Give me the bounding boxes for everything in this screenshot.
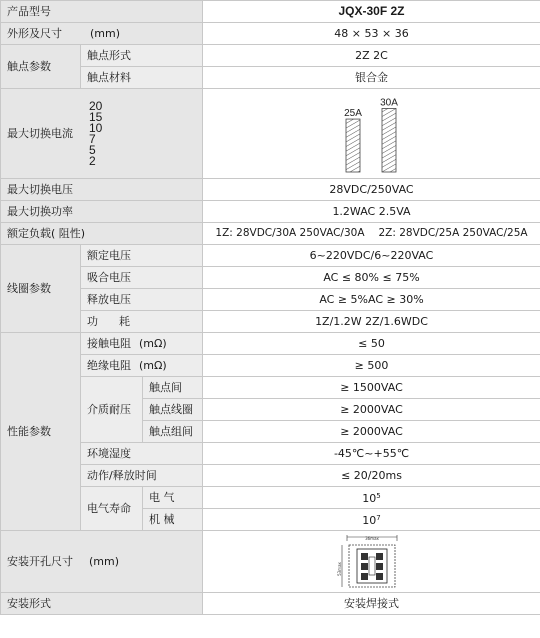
life-mechanical-exp: 7 [376,514,381,522]
perf-row-insulation [1,355,540,377]
contact-material-label: 触点材料 [81,67,203,89]
dielectric-label: 介质耐压 [81,377,143,443]
coil-power-label: 功 耗 [81,311,203,333]
max-power-label: 最大切换功率 [1,201,203,223]
current-scale-label: 2 [89,153,96,168]
dimensions-label: 外形及尺寸 [7,27,62,40]
max-voltage-label: 最大切换电压 [1,179,203,201]
insulation-resistance-unit: (mΩ) [139,359,167,372]
coil-row-pickup [1,267,540,289]
drawing-width-dim: 36max [364,535,379,541]
performance-label: 性能参数 [1,333,81,531]
current-bar-0 [346,119,360,172]
coil-release-voltage-value: AC ≥ 5%AC ≥ 30% [203,289,540,311]
dimensions-cell [1,23,203,45]
model-label: 产品型号 [1,1,203,23]
mounting-hole-row [1,531,540,593]
life-electrical-exp: 5 [376,492,381,500]
max-voltage-value: 28VDC/250VAC [203,179,540,201]
life-electrical-value [203,487,540,509]
contacts-label: 触点参数 [1,45,81,89]
contact-form-value: 2Z 2C [203,45,540,67]
current-bar-1 [382,108,396,172]
contact-resistance-value: ≤ 50 [203,333,540,355]
current-bar-label-0: 25A [343,107,362,119]
max-voltage-row [1,179,540,201]
dielectric-groups-label: 触点组间 [143,421,203,443]
dielectric-contacts-value: ≥ 1500VAC [203,377,540,399]
current-scale-label: 5 [89,142,96,157]
mounting-drawing-cell [203,531,540,593]
life-mechanical-base: 10 [362,514,377,527]
dielectric-coil-label: 触点线圈 [143,399,203,421]
rated-load-1z: 1Z: 28VDC/30A 250VAC/30A [215,227,365,239]
current-scale-label: 7 [89,131,96,146]
mounting-hole-unit: (mm) [89,555,120,568]
dimensions-row [1,23,540,45]
coil-power-value: 1Z/1.2W 2Z/1.6WDC [203,311,540,333]
life-mechanical-value [203,509,540,531]
dielectric-coil-value: ≥ 2000VAC [203,399,540,421]
rated-load-2z: 2Z: 28VDC/25A 250VAC/25A [378,227,528,239]
current-chart-cell [203,89,540,179]
life-electrical-label: 电 气 [143,487,203,509]
current-scale-label: 10 [89,120,103,135]
perf-row-operate-time [1,465,540,487]
contact-resistance-label: 接触电阻 [87,337,131,350]
coil-row-rated [1,245,540,267]
coil-label: 线圈参数 [1,245,81,333]
drawing-height-dim: 53max [336,561,342,576]
life-mechanical-label: 机 械 [143,509,203,531]
insulation-resistance-label: 绝缘电阻 [87,359,131,372]
current-bar-label-1: 30A [379,96,398,108]
contact-form-row [1,45,540,67]
perf-row-life-electrical [1,487,540,509]
max-current-row [1,89,540,179]
rated-load-row [1,223,540,245]
life-label: 电气寿命 [81,487,143,531]
dielectric-groups-value: ≥ 2000VAC [203,421,540,443]
mounting-type-row [1,593,540,615]
header-row [1,1,540,23]
rated-load-label: 额定负载( 阻性) [1,223,203,245]
perf-row-ambient [1,443,540,465]
current-scale [89,98,103,168]
rated-load-value [203,223,540,245]
perf-row-dielectric-1 [1,377,540,399]
insulation-resistance-cell [81,355,203,377]
perf-row-contact-resistance [1,333,540,355]
max-power-value: 1.2WAC 2.5VA [203,201,540,223]
coil-row-release [1,289,540,311]
mounting-type-label: 安装形式 [1,593,203,615]
coil-row-power [1,311,540,333]
model-value: JQX-30F 2Z [203,1,540,23]
mounting-hole-drawing [337,533,407,591]
dielectric-contacts-label: 触点间 [143,377,203,399]
contact-resistance-cell [81,333,203,355]
mounting-hole-cell [1,531,203,593]
coil-pickup-voltage-value: AC ≤ 80% ≤ 75% [203,267,540,289]
coil-release-voltage-label: 释放电压 [81,289,203,311]
max-power-row [1,201,540,223]
dimensions-unit: (mm) [90,27,121,40]
current-scale-label: 15 [89,109,103,124]
operate-time-value: ≤ 20/20ms [203,465,540,487]
ambient-temp-value: -45℃~+55℃ [203,443,540,465]
max-current-cell [1,89,203,179]
dimensions-value: 48 × 53 × 36 [203,23,540,45]
insulation-resistance-value: ≥ 500 [203,355,540,377]
current-scale-label: 20 [89,98,103,113]
max-current-label: 最大切换电流 [7,127,73,140]
contact-material-row [1,67,540,89]
contact-resistance-unit: (mΩ) [139,337,167,350]
coil-rated-voltage-value: 6~220VDC/6~220VAC [203,245,540,267]
coil-pickup-voltage-label: 吸合电压 [81,267,203,289]
current-bar-chart [312,92,432,176]
mounting-type-value: 安装焊接式 [203,593,540,615]
contact-material-value: 银合金 [203,67,540,89]
coil-rated-voltage-label: 额定电压 [81,245,203,267]
ambient-temp-label: 环境湿度 [81,443,203,465]
mounting-hole-label: 安装开孔尺寸 [7,555,73,568]
contact-form-label: 触点形式 [81,45,203,67]
operate-time-label: 动作/释放时间 [81,465,203,487]
life-electrical-base: 10 [362,492,377,505]
